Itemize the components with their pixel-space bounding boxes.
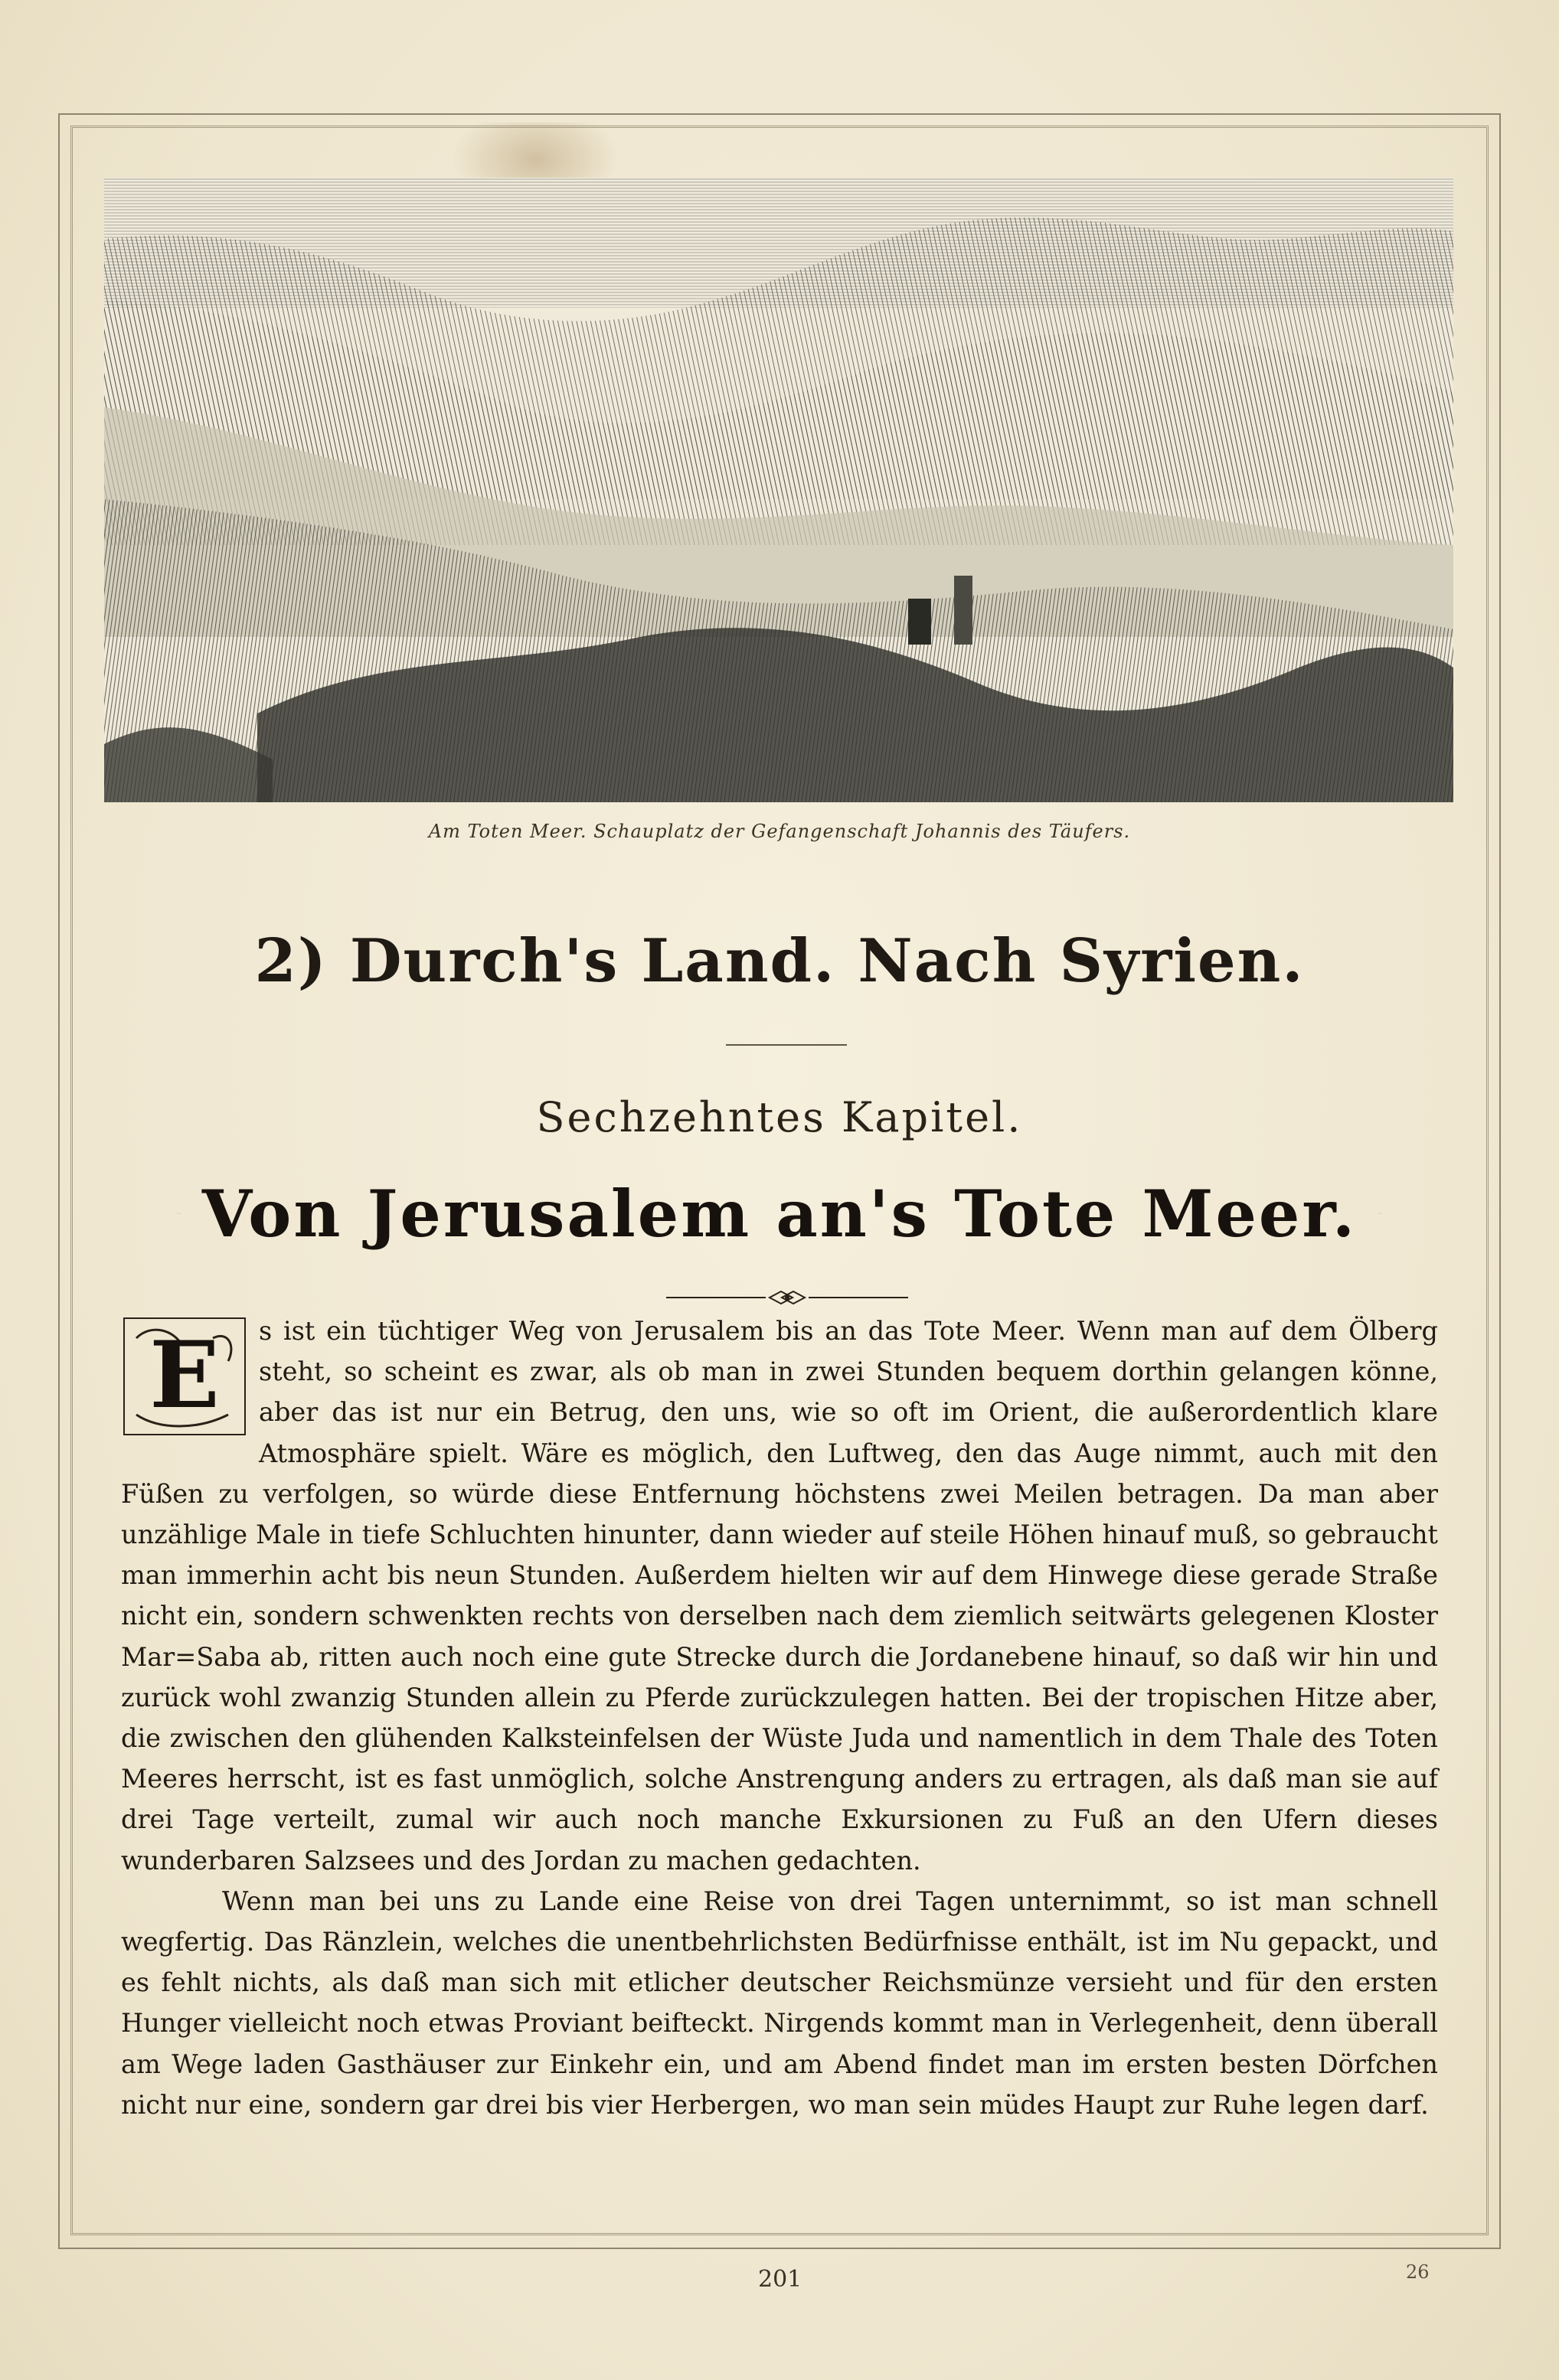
divider-rule — [726, 1044, 847, 1046]
svg-text:E: E — [149, 1321, 220, 1429]
sheet-number: 26 — [1406, 2261, 1430, 2283]
paragraph: s ist ein tüchtiger Weg von Jerusalem bis an das Tote Meer. Wenn man auf dem Ölberg steht, so scheint es zwar, als ob man in zwei Stunden bequem dorthin gelangen könne, aber das ist nur ein Betrug, den uns, wie so oft im Orient, die außerordentlich klare Atmosphäre spielt. Wäre es möglich, den Luftweg, den das Auge nimmt, auch mit den Füßen zu verfolgen, so würde diese Entfernung höchstens zwei Meilen betragen. Da man aber unzählige Male in tiefe Schluchten hinunter, dann wieder auf steile Höhen hinauf muß, so gebraucht man immerhin acht bis neun Stunden. Außerdem hielten wir auf dem Hinwege diese gerade Straße nicht ein, sondern schwenkten rechts von derselben nach dem ziemlich seitwärts gelegenen Kloster Mar=Saba ab, ritten auch noch eine gute Strecke durch die Jordanebene hinauf, so daß wir hin und zurück wohl zwanzig Stunden allein zu Pferde zurückzulegen hatten. Bei der tropischen Hitze aber, die zwischen den glühenden Kalksteinfelsen der Wüste Juda und namentlich in dem Thale des Toten Meeres herrscht, ist es fast unmöglich, solche Anstrengung anders zu ertragen, als daß man sie auf drei Tage verteilt, zumal wir auch noch manche Exkursionen zu Fuß an den Ufern dieses wunderbaren Salzsees und des Jordan zu machen gedachten. — [121, 1316, 1438, 1876]
section-title: 2) Durch's Land. Nach Syrien. — [254, 926, 1305, 996]
right-flourish-icon — [1378, 1194, 1383, 1232]
page-number: 201 — [758, 2266, 802, 2293]
left-flourish-icon — [176, 1194, 181, 1232]
chapter-title-row — [176, 1171, 1383, 1255]
body-text — [121, 1311, 1438, 2125]
chapter-label: Sechzehntes Kapitel. — [536, 1093, 1023, 1141]
chapter-title: Von Jerusalem an's Tote Meer. — [201, 1175, 1358, 1252]
paragraph: Wenn man bei uns zu Lande eine Reise von drei Tagen unternimmt, so ist man schnell wegfertig. Das Ränzlein, welches die unentbehrlichsten Bedürfnisse enthält, ist im Nu gepackt, und es fehlt nichts, als daß man sich mit etlicher deutscher Reichsmünze versieht und für den ersten Hunger vielleicht noch etwas Proviant beifteckt. Nirgends kommt man in Verlegenheit, denn überall am Wege laden Gasthäuser zur Einkehr ein, und am Abend findet man im ersten besten Dörfchen nicht nur eine, sondern gar drei bis vier Herbergen, wo man sein müdes Haupt zur Ruhe legen darf. — [121, 1885, 1438, 2120]
ornament-divider-icon — [666, 1286, 908, 1309]
decorated-initial-icon — [121, 1315, 248, 1438]
engraving-caption: Am Toten Meer. Schauplatz der Gefangenschaft Johannis des Täufers. — [428, 821, 1131, 842]
landscape-engraving — [104, 178, 1453, 802]
